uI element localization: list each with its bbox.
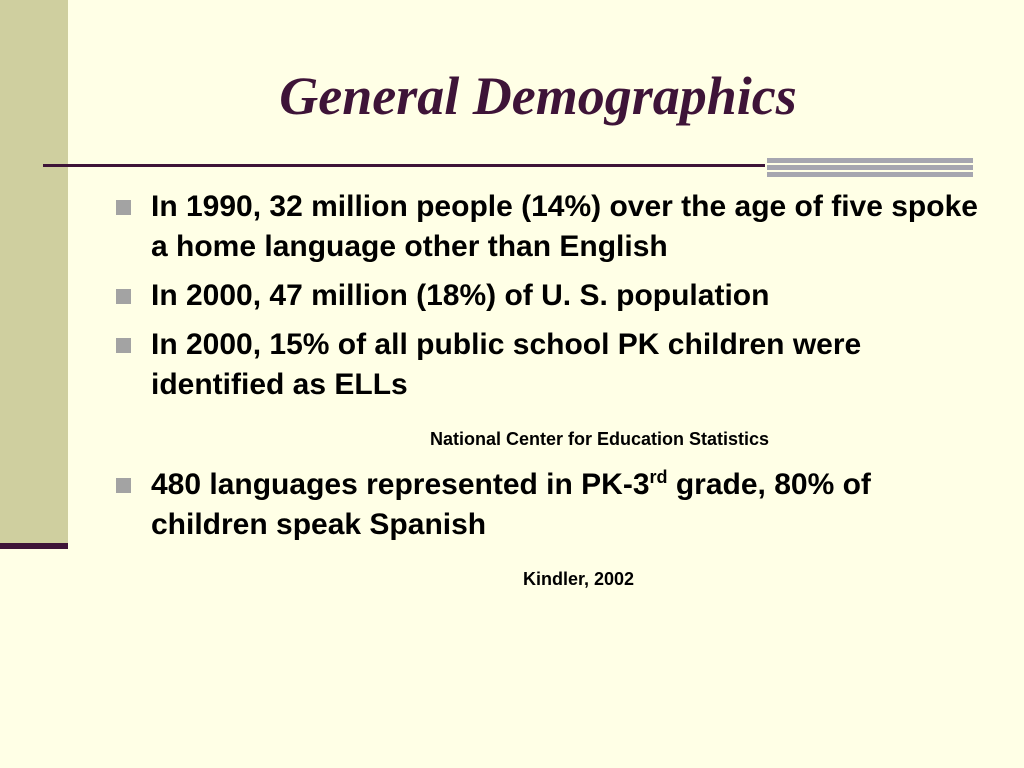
slide-title: General Demographics xyxy=(279,66,797,126)
bullet-text xyxy=(151,465,986,545)
accent-bar xyxy=(767,165,973,170)
bullet-item-480-languages xyxy=(116,465,986,545)
bullet-text-superscript: rd xyxy=(649,467,668,487)
bullet-item-2000-population xyxy=(116,276,986,316)
bullet-text-part: grade, 80% of children speak Spanish xyxy=(151,468,871,541)
left-decorative-band xyxy=(0,0,68,548)
left-band-rule xyxy=(0,543,68,549)
bullet-item-2000-ells xyxy=(116,325,986,405)
square-bullet-icon xyxy=(116,338,131,353)
accent-bar xyxy=(767,172,973,177)
bullet-item-1990-home-language xyxy=(116,187,986,267)
bullet-text: In 2000, 47 million (18%) of U. S. population xyxy=(151,279,770,312)
square-bullet-icon xyxy=(116,478,131,493)
bullet-text-part: 480 languages represented in PK-3 xyxy=(151,468,650,501)
square-bullet-icon xyxy=(116,289,131,304)
accent-bar xyxy=(767,158,973,163)
bullet-text: In 1990, 32 million people (14%) over the age of five spoke a home language other than English xyxy=(151,190,978,263)
title-underline-rule xyxy=(43,164,765,167)
source-citation-kindler: Kindler, 2002 xyxy=(523,569,635,589)
square-bullet-icon xyxy=(116,200,131,215)
bullet-text: In 2000, 15% of all public school PK children were identified as ELLs xyxy=(151,328,862,401)
title-accent-bars xyxy=(767,158,973,178)
source-citation-nces: National Center for Education Statistics xyxy=(430,429,770,449)
